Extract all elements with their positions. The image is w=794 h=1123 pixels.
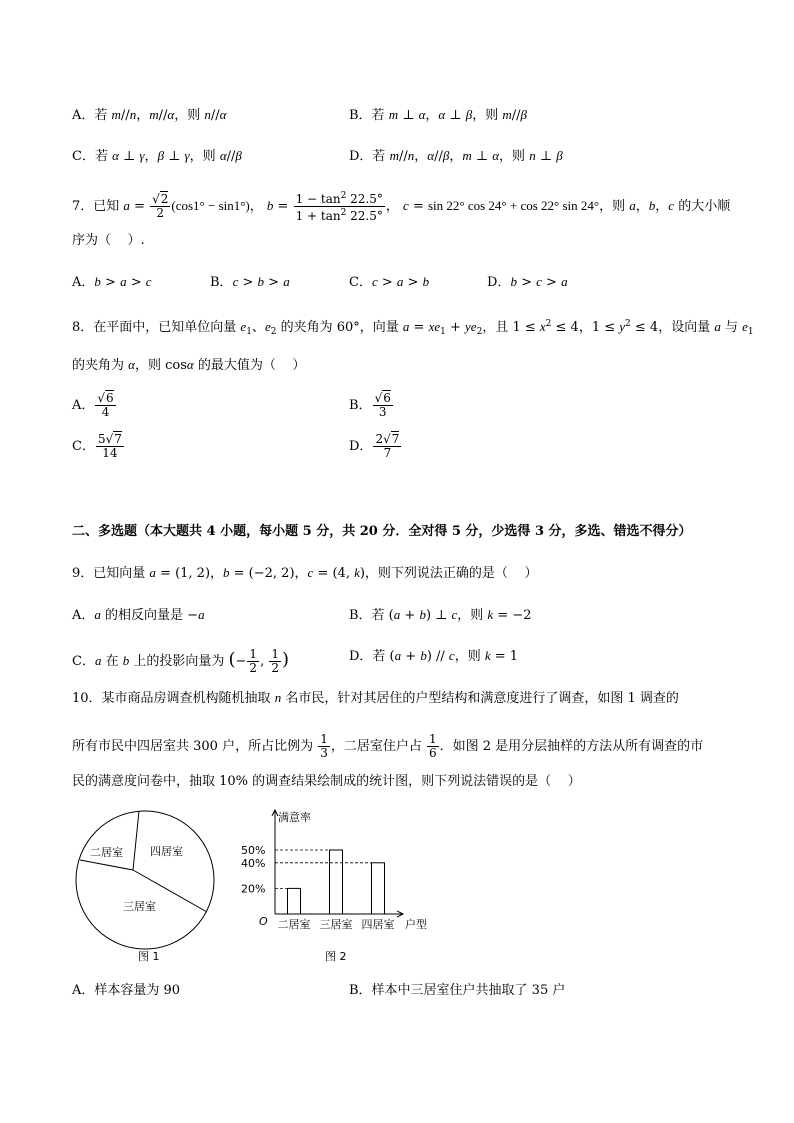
q8-option-b: B． $\frac{√6}{3}$ <box>349 391 391 419</box>
pie-label-two-room: 二居室 <box>90 846 123 859</box>
pie-label-three-room: 三居室 <box>123 900 156 913</box>
q7-option-a: A．b > a > c <box>72 274 152 290</box>
q10-stem-line1: 10．某市商品房调查机构随机抽取 n 名市民，针对其居住的户型结构和满意度进行了调查，如图 1 调查的 <box>72 690 679 706</box>
figure-2-caption: 图 2 <box>325 950 347 963</box>
bar-0 <box>288 888 301 914</box>
y-tick-label-50: 50% <box>241 844 266 857</box>
bar-1 <box>330 850 343 914</box>
q8-stem-line1: 8．在平面中，已知单位向量 $e_1$、$e_2$ 的夹角为 60°，向量 $a = xe_1 + ye_2$，且 $1 \le x^2 \le 4$，$1 \le y^2 \le 4$，设向量 a 与 $e_1$ <box>72 319 754 337</box>
q8-option-c: C． $\frac{5√7}{14}$ <box>72 432 122 460</box>
q9-stem: 9．已知向量 a = (1, 2)，b = (−2, 2)，c = (4, k)，则下列说法正确的是（ ） <box>72 565 538 581</box>
q9-option-a: A．a 的相反向量是 −a <box>72 607 205 623</box>
q9-option-b: B．若 (a + b) ⊥ c，则 k = −2 <box>349 607 532 623</box>
x-axis-label: 户型 <box>405 918 427 931</box>
q6-option-c: C．若 α ⊥ γ，β ⊥ γ，则 α//β <box>72 148 242 164</box>
pie-circle <box>76 811 214 949</box>
q7-stem-line2: 序为（ ）. <box>72 233 145 248</box>
figure-1-pie <box>70 808 220 968</box>
q8-option-a: A． $\frac{√6}{4}$ <box>72 391 114 419</box>
q10-option-b: B．样本中三居室住户共抽取了 35 户 <box>349 983 566 998</box>
q10-stem-line2: 所有市民中四居室共 300 户，所占比例为 $\frac{1}{3}$ ，二居室住户占 $\frac{1}{6}$ ．如图 2 是用分层抽样的方法从所有调查的市 <box>72 732 704 760</box>
x-tick-label-0: 二居室 <box>277 918 311 931</box>
pie-divider-top <box>133 811 139 870</box>
q7-option-b: B．c > b > a <box>210 274 290 290</box>
section-heading: 二、多选题（本大题共 4 小题，每小题 5 分，共 20 分．全对得 5 分，少选得 3 分，多选、错选不得分） <box>72 524 692 539</box>
q8-option-d: D． $\frac{2√7}{7}$ <box>349 432 400 460</box>
x-tick-label-2: 四居室 <box>361 918 395 931</box>
origin-label: O <box>259 915 268 928</box>
q7-option-c: C．c > a > b <box>349 274 430 290</box>
pie-divider-left <box>80 860 133 870</box>
y-tick-label-40: 40% <box>241 856 266 870</box>
y-tick-label-20: 20% <box>241 882 266 896</box>
y-axis-label: 满意率 <box>278 811 311 824</box>
bar-2 <box>372 863 385 914</box>
figure-2-bar-chart <box>235 806 435 968</box>
q7-stem-line1: 7．已知 a = $\frac{√2}{2}$ (cos1° − sin1°)， b = $\frac{1 - \tan^2 22.5^\circ}{1 + \tan^2 22.5^\circ}$ ， c = sin 22° cos 24° + cos 22° sin 24°，则 a，b，c 的大小顺 <box>72 191 731 223</box>
q6-option-d: D．若 m//n，α//β，m ⊥ α，则 n ⊥ β <box>349 148 563 164</box>
q7-option-d: D．b > c > a <box>487 274 568 290</box>
q8-stem-line2: 的夹角为 α，则 cosα 的最大值为（ ） <box>72 357 306 373</box>
pie-label-four-room: 四居室 <box>150 845 183 858</box>
x-tick-label-1: 三居室 <box>319 918 353 931</box>
figure-1-caption: 图 1 <box>138 950 160 963</box>
q10-stem-line3: 民的满意度问卷中，抽取 10% 的调查结果绘制成的统计图，则下列说法错误的是（ ） <box>72 774 581 789</box>
q10-option-a: A．样本容量为 90 <box>72 983 181 998</box>
q9-option-d: D．若 (a + b) // c，则 k = 1 <box>349 648 519 664</box>
q9-option-c: C．a 在 b 上的投影向量为 (− $\frac{1}{2}$ , $\frac{1}{2}$ ) <box>72 647 289 675</box>
q6-option-b: B．若 m ⊥ α，α ⊥ β，则 m//β <box>349 107 528 123</box>
q6-option-a: A．若 m//n，m//α，则 n//α <box>72 107 227 123</box>
